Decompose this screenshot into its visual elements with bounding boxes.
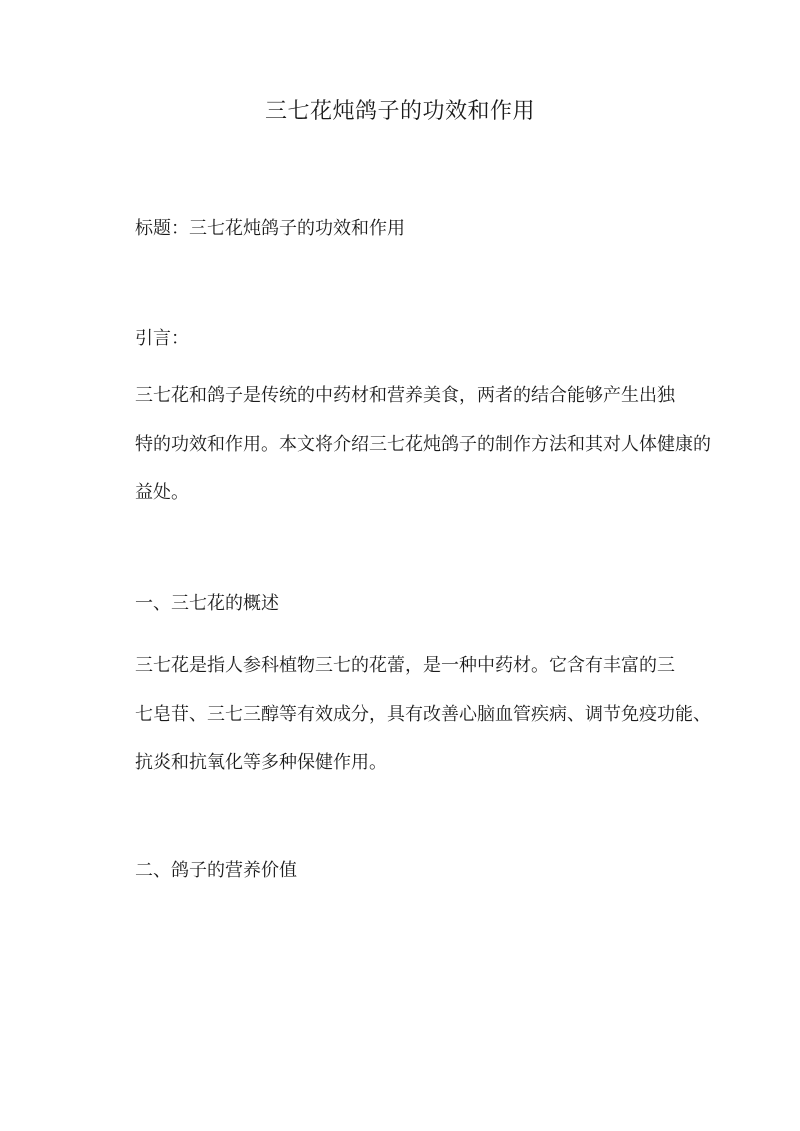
intro-line-2: 特的功效和作用。本文将介绍三七花炖鸽子的制作方法和其对人体健康的 <box>135 433 711 455</box>
document-title: 三七花炖鸽子的功效和作用 <box>264 99 535 124</box>
section1-line-1: 三七花是指人参科植物三七的花蕾，是一种中药材。它含有丰富的三 <box>135 655 675 676</box>
section1-paragraph <box>135 653 711 799</box>
intro-heading: 引言： <box>135 328 189 349</box>
section1-line-2: 七皂苷、三七三醇等有效成分，具有改善心脑血管疾病、调节免疫功能、 <box>135 703 711 725</box>
intro-paragraph <box>135 383 711 529</box>
intro-line-1: 三七花和鸽子是传统的中药材和营养美食，两者的结合能够产生出独 <box>135 385 675 406</box>
subject-line: 标题：三七花炖鸽子的功效和作用 <box>135 218 405 239</box>
section1-line-3: 抗炎和抗氧化等多种保健作用。 <box>135 752 387 773</box>
intro-line-3: 益处。 <box>135 482 189 503</box>
section1-heading: 一、三七花的概述 <box>135 593 279 614</box>
section2-heading: 二、鸽子的营养价值 <box>135 860 297 881</box>
